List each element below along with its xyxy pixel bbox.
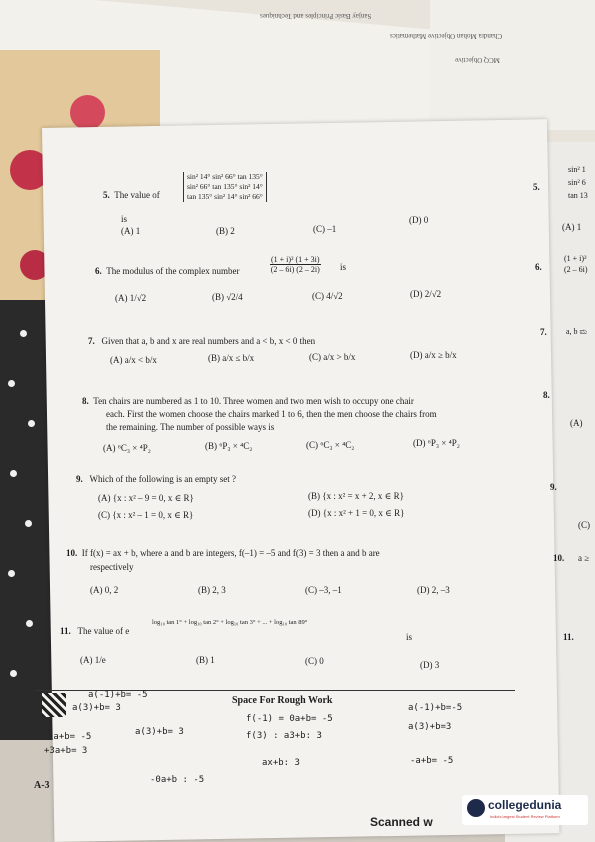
option-a: (A) 1/√2 [115,293,147,303]
flower-pattern [70,95,105,130]
option-c: (C) 0 [305,656,324,666]
handwriting: ax+b: 3 [262,758,300,768]
right-frag: sin² 6 [568,178,586,187]
option-c: (C) –1 [313,224,337,234]
question-5-tail: is [121,214,128,224]
right-frag: (1 + i)² [564,254,587,263]
option-d: (D) 2/√2 [410,289,442,299]
option-b: (B) {x : x² = x + 2, x ∈ R} [308,491,404,501]
complex-fraction: $\frac{\text{(1 + i)² (1 + 3i)}}{(2 - 6i) (2 - 2i)}$ [270,255,320,274]
polka-dot [25,520,32,527]
handwriting: a(3)+b= 3 [135,727,184,737]
rough-work-title: Space For Rough Work [232,695,333,706]
option-c: (C) {x : x² – 1 = 0, x ∈ R} [98,510,194,520]
scanned-watermark: Scanned w [370,815,433,829]
handwriting: -a+b= -5 [410,756,454,766]
option-c: (C) ⁶C₃ × ⁴C₂ [306,440,355,450]
right-q11: 11. [563,632,574,642]
page-code: A-3 [34,780,50,791]
option-b: (B) 2 [216,226,235,236]
handwriting: -a+b= -5 [48,732,92,742]
option-a: (A) ⁶C₃ × ⁴P₂ [103,443,151,453]
right-frag: sin² 1 [568,165,586,174]
option-a: (A) 1/e [80,655,106,665]
handwriting: +3a+b= 3 [44,746,88,756]
option-b: (B) 2, 3 [198,585,226,595]
question-5: 5. The value of [103,190,160,200]
option-b: (B) 1 [196,655,215,665]
right-q5: 5. [533,182,540,192]
right-frag: (C) [578,520,590,530]
polka-dot [10,670,17,677]
right-q7: 7. [540,327,547,337]
option-c: (C) –3, –1 [305,585,342,595]
right-frag: (A) 1 [562,222,582,232]
book-text-2: Chandra Mohan Objective Mathematics [390,32,503,40]
polka-dot [28,420,35,427]
question-8-line2: each. First the women choose the chairs marked 1 to 6, then the men choose the chairs from [106,409,437,419]
option-c: (C) a/x > b/x [309,352,356,362]
brand-tagline: India's largest Student Review Platform [490,814,560,819]
right-frag: tan 13 [568,191,588,200]
right-frag: (2 – 6i) [564,265,588,274]
right-q6: 6. [535,262,542,272]
option-d: (D) 0 [409,215,429,225]
qr-code-icon [42,693,66,717]
book-text-1: Sanjay Basic Principles and Techniques [260,12,372,20]
right-q8: 8. [543,390,550,400]
question-10: 10. If f(x) = ax + b, where a and b are integers, f(–1) = –5 and f(3) = 3 then a and b are [66,548,380,558]
option-a: (A) 0, 2 [90,585,119,595]
right-q9: 9. [550,482,557,492]
polka-dot [10,470,17,477]
question-8: 8. Ten chairs are numbered as 1 to 10. Three women and two men wish to occupy one chair [82,396,414,406]
question-11-tail: is [406,632,413,642]
exponent: log₁₀ tan 1° + log₁₀ tan 2° + log₁₀ tan 3° + ... + log₁₀ tan 89° [152,619,308,626]
option-a: (A) {x : x² – 9 = 0, x ∈ R} [98,493,194,503]
question-8-line3: the remaining. The number of possible ways is [106,422,275,432]
right-frag: (A) [570,418,583,428]
option-d: (D) ⁶P₃ × ⁴P₂ [413,438,460,448]
option-b: (B) ⁶P₃ × ⁴C₂ [205,441,253,451]
brand-name: collegedunia [488,798,562,812]
polka-dot [8,570,15,577]
question-7: 7. Given that a, b and x are real numbers and a < b, x < 0 then [88,336,316,346]
option-b: (B) √2/4 [212,292,243,302]
right-frag: a ≥ [578,553,590,563]
question-6: 6. The modulus of the complex number [95,266,240,276]
option-d: (D) {x : x² + 1 = 0, x ∈ R} [308,508,405,518]
handwriting: a(-1)+b=-5 [408,703,463,713]
polka-dot [8,380,15,387]
handwriting: a(3)+b= 3 [72,703,121,713]
question-6-tail: is [340,262,347,272]
handwriting: f(-1) = 0a+b= -5 [246,714,333,724]
option-c: (C) 4/√2 [312,291,343,301]
option-a: (A) 1 [121,226,141,236]
right-frag: a, b ಮ [566,327,588,336]
book-text-3: MCQ Objective [455,56,500,64]
handwriting: f(3) : a3+b: 3 [246,731,322,741]
option-d: (D) 2, –3 [417,585,450,595]
option-a: (A) a/x < b/x [110,355,157,365]
polka-dot [26,620,33,627]
book-page-right [430,0,595,130]
handwriting: -0a+b : -5 [150,775,205,785]
option-d: (D) a/x ≥ b/x [410,350,457,360]
option-b: (B) a/x ≤ b/x [208,353,255,363]
right-q10: 10. [553,553,565,563]
question-11: 11. The value of e [60,626,130,636]
polka-dot [20,330,27,337]
question-10-line2: respectively [90,562,134,572]
question-9: 9. Which of the following is an empty set ? [76,474,236,484]
graduation-cap-icon [467,799,485,817]
handwriting: a(-1)+b= -5 [88,690,148,700]
handwriting: a(3)+b=3 [408,722,452,732]
determinant: sin² 14° sin² 66° tan 135° sin² 66° tan 135° sin² 14° tan 135° sin² 14° sin² 66° [183,172,267,202]
option-d: (D) 3 [420,660,440,670]
